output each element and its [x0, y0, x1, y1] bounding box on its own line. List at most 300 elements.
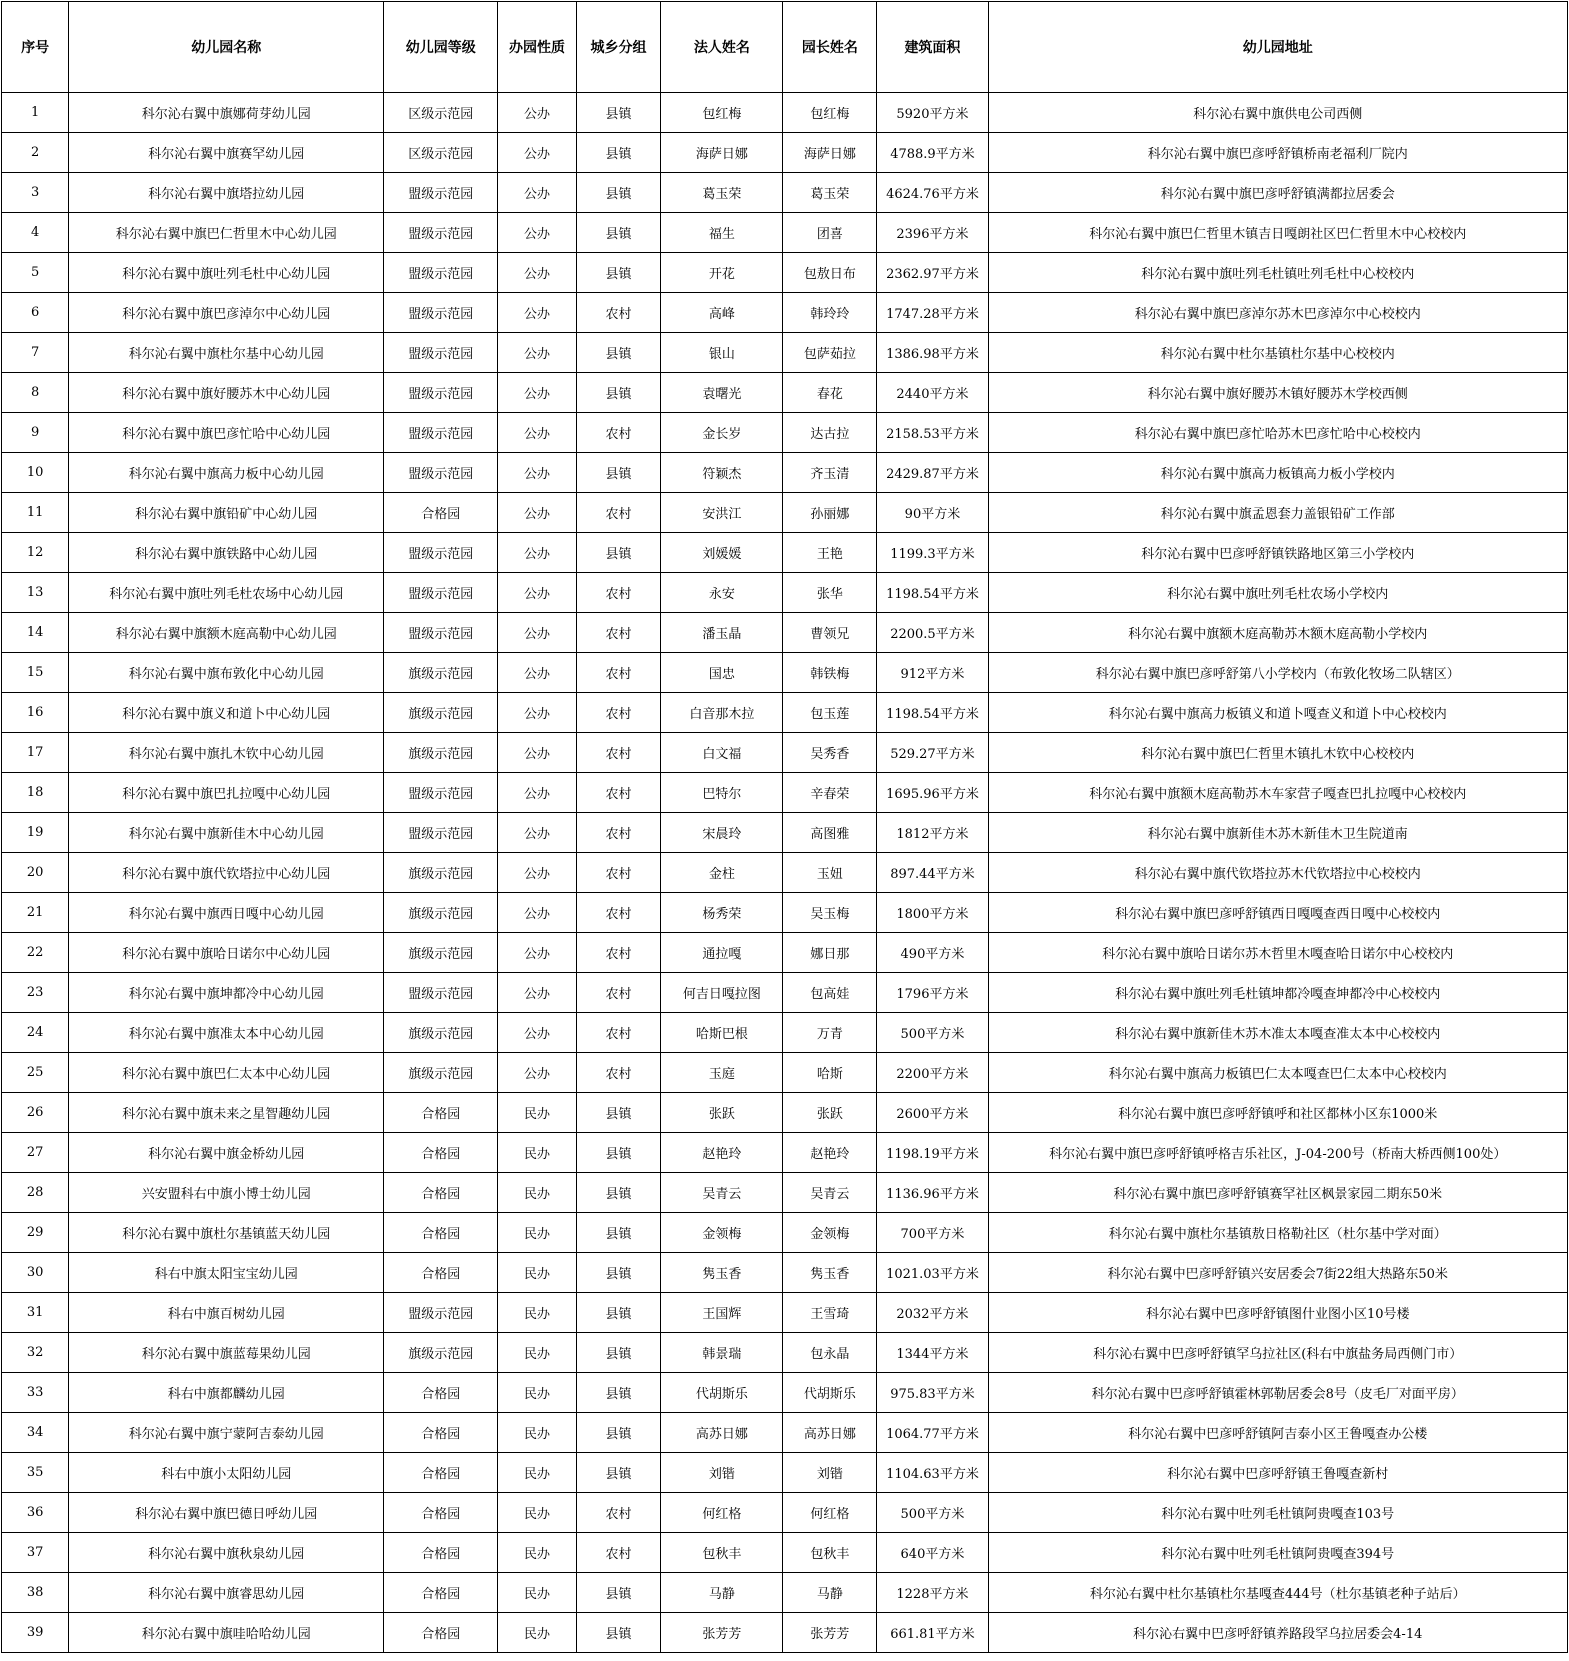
table-row	[2, 253, 1568, 293]
cell-group: 农村	[576, 613, 661, 653]
cell-area: 2200.5平方米	[877, 613, 988, 653]
cell-level: 合格园	[384, 1573, 498, 1613]
cell-area: 1198.54平方米	[877, 573, 988, 613]
cell-principal: 金领梅	[783, 1213, 877, 1253]
cell-address: 科尔沁右翼中巴彦呼舒镇阿吉泰小区王鲁嘎查办公楼	[988, 1413, 1567, 1453]
cell-address: 科尔沁右翼中旗吐列毛杜农场小学校内	[988, 573, 1567, 613]
cell-group: 农村	[576, 293, 661, 333]
cell-area: 1344平方米	[877, 1333, 988, 1373]
cell-level: 盟级示范园	[384, 1293, 498, 1333]
cell-index: 23	[2, 973, 69, 1013]
cell-area: 1800平方米	[877, 893, 988, 933]
cell-group: 县镇	[576, 453, 661, 493]
table-row	[2, 613, 1568, 653]
cell-principal: 达古拉	[783, 413, 877, 453]
cell-area: 2032平方米	[877, 1293, 988, 1333]
table-row	[2, 293, 1568, 333]
cell-group: 县镇	[576, 1093, 661, 1133]
cell-index: 2	[2, 133, 69, 173]
cell-principal: 张芳芳	[783, 1613, 877, 1653]
cell-nature: 公办	[498, 933, 576, 973]
cell-area: 1812平方米	[877, 813, 988, 853]
cell-group: 农村	[576, 413, 661, 453]
cell-principal: 高图雅	[783, 813, 877, 853]
cell-level: 旗级示范园	[384, 1053, 498, 1093]
cell-legal: 金柱	[661, 853, 783, 893]
cell-level: 区级示范园	[384, 133, 498, 173]
cell-level: 盟级示范园	[384, 573, 498, 613]
cell-group: 农村	[576, 973, 661, 1013]
cell-principal: 包秋丰	[783, 1533, 877, 1573]
table-row	[2, 1613, 1568, 1653]
cell-name: 科尔沁右翼中旗巴德日呼幼儿园	[69, 1493, 384, 1533]
cell-level: 盟级示范园	[384, 533, 498, 573]
cell-address: 科尔沁右翼中旗额木庭高勒苏木车家营子嘎查巴扎拉嘎中心校校内	[988, 773, 1567, 813]
cell-level: 盟级示范园	[384, 293, 498, 333]
cell-name: 科尔沁右翼中旗宁蒙阿吉泰幼儿园	[69, 1413, 384, 1453]
cell-index: 33	[2, 1373, 69, 1413]
cell-principal: 包高娃	[783, 973, 877, 1013]
cell-principal: 包敖日布	[783, 253, 877, 293]
cell-index: 5	[2, 253, 69, 293]
table-row	[2, 493, 1568, 533]
cell-index: 24	[2, 1013, 69, 1053]
cell-group: 县镇	[576, 93, 661, 133]
cell-legal: 白文福	[661, 733, 783, 773]
table-row	[2, 1413, 1568, 1453]
cell-nature: 公办	[498, 333, 576, 373]
cell-level: 盟级示范园	[384, 973, 498, 1013]
cell-principal: 包萨茹拉	[783, 333, 877, 373]
cell-area: 2429.87平方米	[877, 453, 988, 493]
cell-address: 科尔沁右翼中巴彦呼舒镇兴安居委会7街22组大热路东50米	[988, 1253, 1567, 1293]
cell-nature: 民办	[498, 1533, 576, 1573]
cell-level: 盟级示范园	[384, 333, 498, 373]
cell-address: 科尔沁右翼中巴彦呼舒镇罕乌拉社区(科右中旗盐务局西侧门市）	[988, 1333, 1567, 1373]
table-row	[2, 693, 1568, 733]
cell-name: 科尔沁右翼中旗巴仁哲里木中心幼儿园	[69, 213, 384, 253]
cell-address: 科尔沁右翼中旗吐列毛杜镇坤都冷嘎查坤都冷中心校校内	[988, 973, 1567, 1013]
cell-level: 旗级示范园	[384, 1013, 498, 1053]
cell-legal: 张芳芳	[661, 1613, 783, 1653]
cell-address: 科尔沁右翼中旗供电公司西侧	[988, 93, 1567, 133]
cell-legal: 巴特尔	[661, 773, 783, 813]
cell-area: 4788.9平方米	[877, 133, 988, 173]
cell-legal: 韩景瑞	[661, 1333, 783, 1373]
cell-principal: 万青	[783, 1013, 877, 1053]
cell-area: 1796平方米	[877, 973, 988, 1013]
cell-legal: 海萨日娜	[661, 133, 783, 173]
cell-nature: 公办	[498, 93, 576, 133]
cell-index: 27	[2, 1133, 69, 1173]
cell-nature: 公办	[498, 693, 576, 733]
cell-group: 县镇	[576, 373, 661, 413]
cell-area: 500平方米	[877, 1013, 988, 1053]
table-row	[2, 1053, 1568, 1093]
cell-group: 农村	[576, 1533, 661, 1573]
cell-group: 农村	[576, 933, 661, 973]
cell-group: 县镇	[576, 213, 661, 253]
cell-index: 12	[2, 533, 69, 573]
cell-legal: 刘锴	[661, 1453, 783, 1493]
cell-level: 盟级示范园	[384, 173, 498, 213]
cell-nature: 公办	[498, 413, 576, 453]
table-row	[2, 1533, 1568, 1573]
cell-area: 500平方米	[877, 1493, 988, 1533]
table-row	[2, 213, 1568, 253]
cell-nature: 民办	[498, 1133, 576, 1173]
cell-principal: 吴玉梅	[783, 893, 877, 933]
cell-index: 34	[2, 1413, 69, 1453]
cell-name: 科尔沁右翼中旗巴仁太本中心幼儿园	[69, 1053, 384, 1093]
cell-area: 1695.96平方米	[877, 773, 988, 813]
cell-nature: 公办	[498, 893, 576, 933]
cell-group: 县镇	[576, 1373, 661, 1413]
cell-address: 科尔沁右翼中巴彦呼舒镇养路段罕乌拉居委会4-14	[988, 1613, 1567, 1653]
cell-principal: 赵艳玲	[783, 1133, 877, 1173]
cell-address: 科尔沁右翼中吐列毛杜镇阿贵嘎查103号	[988, 1493, 1567, 1533]
cell-name: 科尔沁右翼中旗巴彦忙哈中心幼儿园	[69, 413, 384, 453]
cell-area: 640平方米	[877, 1533, 988, 1573]
cell-address: 科尔沁右翼中旗新佳木苏木准太本嘎查准太本中心校校内	[988, 1013, 1567, 1053]
table-row	[2, 373, 1568, 413]
cell-level: 区级示范园	[384, 93, 498, 133]
cell-address: 科尔沁右翼中旗高力板镇巴仁太本嘎查巴仁太本中心校校内	[988, 1053, 1567, 1093]
cell-nature: 公办	[498, 133, 576, 173]
cell-address: 科尔沁右翼中旗孟恩套力盖银铅矿工作部	[988, 493, 1567, 533]
cell-address: 科尔沁右翼中旗好腰苏木镇好腰苏木学校西侧	[988, 373, 1567, 413]
cell-nature: 公办	[498, 853, 576, 893]
cell-level: 旗级示范园	[384, 653, 498, 693]
cell-address: 科尔沁右翼中旗高力板镇高力板小学校内	[988, 453, 1567, 493]
cell-area: 1228平方米	[877, 1573, 988, 1613]
table-row	[2, 93, 1568, 133]
cell-level: 盟级示范园	[384, 453, 498, 493]
cell-legal: 金长岁	[661, 413, 783, 453]
table-body	[2, 93, 1568, 1653]
cell-nature: 公办	[498, 293, 576, 333]
cell-level: 旗级示范园	[384, 1333, 498, 1373]
cell-group: 县镇	[576, 533, 661, 573]
cell-index: 36	[2, 1493, 69, 1533]
cell-nature: 公办	[498, 493, 576, 533]
cell-nature: 民办	[498, 1293, 576, 1333]
cell-principal: 王雪琦	[783, 1293, 877, 1333]
cell-area: 2440平方米	[877, 373, 988, 413]
cell-legal: 张跃	[661, 1093, 783, 1133]
cell-name: 科尔沁右翼中旗义和道卜中心幼儿园	[69, 693, 384, 733]
cell-legal: 开花	[661, 253, 783, 293]
cell-level: 盟级示范园	[384, 773, 498, 813]
cell-level: 盟级示范园	[384, 813, 498, 853]
cell-principal: 吴青云	[783, 1173, 877, 1213]
table-row	[2, 653, 1568, 693]
cell-index: 14	[2, 613, 69, 653]
table-row	[2, 333, 1568, 373]
cell-index: 25	[2, 1053, 69, 1093]
cell-name: 科右中旗小太阳幼儿园	[69, 1453, 384, 1493]
cell-index: 1	[2, 93, 69, 133]
cell-name: 科尔沁右翼中旗西日嘎中心幼儿园	[69, 893, 384, 933]
cell-index: 30	[2, 1253, 69, 1293]
cell-level: 合格园	[384, 1493, 498, 1533]
cell-index: 10	[2, 453, 69, 493]
cell-principal: 包红梅	[783, 93, 877, 133]
cell-principal: 马静	[783, 1573, 877, 1613]
cell-nature: 民办	[498, 1173, 576, 1213]
cell-area: 897.44平方米	[877, 853, 988, 893]
cell-index: 9	[2, 413, 69, 453]
cell-address: 科尔沁右翼中旗巴仁哲里木镇吉日嘎朗社区巴仁哲里木中心校校内	[988, 213, 1567, 253]
cell-group: 农村	[576, 693, 661, 733]
cell-area: 1021.03平方米	[877, 1253, 988, 1293]
cell-group: 农村	[576, 853, 661, 893]
cell-address: 科尔沁右翼中旗杜尔基镇敖日格勒社区（杜尔基中学对面）	[988, 1213, 1567, 1253]
cell-area: 1386.98平方米	[877, 333, 988, 373]
cell-principal: 代胡斯乐	[783, 1373, 877, 1413]
cell-name: 科尔沁右翼中旗睿思幼儿园	[69, 1573, 384, 1613]
cell-legal: 吴青云	[661, 1173, 783, 1213]
cell-group: 县镇	[576, 1333, 661, 1373]
header-group: 城乡分组	[576, 2, 661, 93]
cell-group: 县镇	[576, 173, 661, 213]
cell-index: 21	[2, 893, 69, 933]
cell-group: 农村	[576, 813, 661, 853]
cell-nature: 公办	[498, 453, 576, 493]
cell-address: 科尔沁右翼中巴彦呼舒镇图什业图小区10号楼	[988, 1293, 1567, 1333]
table-row	[2, 1293, 1568, 1333]
cell-index: 29	[2, 1213, 69, 1253]
cell-nature: 民办	[498, 1373, 576, 1413]
cell-legal: 符颖杰	[661, 453, 783, 493]
cell-legal: 玉庭	[661, 1053, 783, 1093]
cell-group: 县镇	[576, 1253, 661, 1293]
cell-legal: 袁曙光	[661, 373, 783, 413]
cell-name: 科尔沁右翼中旗秋泉幼儿园	[69, 1533, 384, 1573]
cell-nature: 公办	[498, 213, 576, 253]
cell-group: 农村	[576, 573, 661, 613]
table-row	[2, 1453, 1568, 1493]
cell-group: 县镇	[576, 1213, 661, 1253]
cell-nature: 民办	[498, 1453, 576, 1493]
cell-address: 科尔沁右翼中旗巴彦呼舒镇桥南老福利厂院内	[988, 133, 1567, 173]
cell-index: 16	[2, 693, 69, 733]
cell-level: 旗级示范园	[384, 733, 498, 773]
header-legal: 法人姓名	[661, 2, 783, 93]
cell-name: 科尔沁右翼中旗巴彦淖尔中心幼儿园	[69, 293, 384, 333]
cell-name: 科尔沁右翼中旗铁路中心幼儿园	[69, 533, 384, 573]
cell-area: 2362.97平方米	[877, 253, 988, 293]
cell-address: 科尔沁右翼中巴彦呼舒镇铁路地区第三小学校内	[988, 533, 1567, 573]
table-row	[2, 133, 1568, 173]
table-row	[2, 1493, 1568, 1533]
table-row	[2, 853, 1568, 893]
cell-principal: 辛春荣	[783, 773, 877, 813]
cell-area: 975.83平方米	[877, 1373, 988, 1413]
cell-group: 县镇	[576, 1453, 661, 1493]
cell-name: 兴安盟科右中旗小博士幼儿园	[69, 1173, 384, 1213]
cell-address: 科尔沁右翼中旗高力板镇义和道卜嘎查义和道卜中心校校内	[988, 693, 1567, 733]
cell-level: 合格园	[384, 1533, 498, 1573]
cell-area: 661.81平方米	[877, 1613, 988, 1653]
cell-legal: 高峰	[661, 293, 783, 333]
cell-legal: 福生	[661, 213, 783, 253]
cell-nature: 民办	[498, 1093, 576, 1133]
cell-index: 11	[2, 493, 69, 533]
cell-nature: 公办	[498, 1013, 576, 1053]
table-row	[2, 1173, 1568, 1213]
table-row	[2, 1093, 1568, 1133]
cell-legal: 哈斯巴根	[661, 1013, 783, 1053]
cell-principal: 包玉莲	[783, 693, 877, 733]
cell-legal: 永安	[661, 573, 783, 613]
cell-name: 科尔沁右翼中旗吐列毛杜农场中心幼儿园	[69, 573, 384, 613]
cell-principal: 高苏日娜	[783, 1413, 877, 1453]
cell-nature: 公办	[498, 253, 576, 293]
cell-name: 科尔沁右翼中旗布敦化中心幼儿园	[69, 653, 384, 693]
cell-nature: 公办	[498, 973, 576, 1013]
cell-index: 37	[2, 1533, 69, 1573]
cell-level: 合格园	[384, 1133, 498, 1173]
cell-name: 科尔沁右翼中旗哇哈哈幼儿园	[69, 1613, 384, 1653]
cell-group: 农村	[576, 1053, 661, 1093]
cell-area: 1198.54平方米	[877, 693, 988, 733]
cell-area: 1136.96平方米	[877, 1173, 988, 1213]
cell-nature: 公办	[498, 573, 576, 613]
cell-legal: 何吉日嘎拉图	[661, 973, 783, 1013]
cell-legal: 马静	[661, 1573, 783, 1613]
cell-nature: 民办	[498, 1573, 576, 1613]
cell-group: 农村	[576, 893, 661, 933]
cell-index: 4	[2, 213, 69, 253]
cell-nature: 民办	[498, 1413, 576, 1453]
cell-level: 合格园	[384, 493, 498, 533]
cell-group: 县镇	[576, 1293, 661, 1333]
cell-index: 7	[2, 333, 69, 373]
cell-group: 县镇	[576, 1413, 661, 1453]
cell-level: 合格园	[384, 1213, 498, 1253]
cell-address: 科尔沁右翼中吐列毛杜镇阿贵嘎查394号	[988, 1533, 1567, 1573]
cell-legal: 代胡斯乐	[661, 1373, 783, 1413]
cell-address: 科尔沁右翼中旗额木庭高勒苏木额木庭高勒小学校内	[988, 613, 1567, 653]
cell-area: 912平方米	[877, 653, 988, 693]
cell-principal: 包永晶	[783, 1333, 877, 1373]
cell-nature: 公办	[498, 613, 576, 653]
cell-principal: 孙丽娜	[783, 493, 877, 533]
cell-legal: 杨秀荣	[661, 893, 783, 933]
table-row	[2, 773, 1568, 813]
table-row	[2, 1253, 1568, 1293]
cell-address: 科尔沁右翼中巴彦呼舒镇王鲁嘎查新村	[988, 1453, 1567, 1493]
cell-name: 科右中旗太阳宝宝幼儿园	[69, 1253, 384, 1293]
header-index: 序号	[2, 2, 69, 93]
cell-group: 县镇	[576, 1613, 661, 1653]
table-row	[2, 173, 1568, 213]
cell-index: 28	[2, 1173, 69, 1213]
cell-address: 科尔沁右翼中巴彦呼舒镇霍林郭勒居委会8号（皮毛厂对面平房）	[988, 1373, 1567, 1413]
cell-area: 490平方米	[877, 933, 988, 973]
cell-legal: 刘媛媛	[661, 533, 783, 573]
cell-legal: 宋晨玲	[661, 813, 783, 853]
cell-area: 1747.28平方米	[877, 293, 988, 333]
cell-nature: 民办	[498, 1493, 576, 1533]
cell-principal: 海萨日娜	[783, 133, 877, 173]
cell-nature: 公办	[498, 373, 576, 413]
table-row	[2, 813, 1568, 853]
cell-principal: 娜日那	[783, 933, 877, 973]
cell-legal: 隽玉香	[661, 1253, 783, 1293]
cell-principal: 王艳	[783, 533, 877, 573]
table-row	[2, 1333, 1568, 1373]
cell-principal: 韩玲玲	[783, 293, 877, 333]
table-row	[2, 1213, 1568, 1253]
cell-principal: 刘锴	[783, 1453, 877, 1493]
header-address: 幼儿园地址	[988, 2, 1567, 93]
cell-index: 17	[2, 733, 69, 773]
cell-index: 13	[2, 573, 69, 613]
cell-index: 38	[2, 1573, 69, 1613]
table-row	[2, 933, 1568, 973]
cell-nature: 公办	[498, 813, 576, 853]
cell-group: 农村	[576, 733, 661, 773]
header-nature: 办园性质	[498, 2, 576, 93]
table-row	[2, 413, 1568, 453]
cell-principal: 张华	[783, 573, 877, 613]
cell-name: 科尔沁右翼中旗准太本中心幼儿园	[69, 1013, 384, 1053]
cell-nature: 公办	[498, 733, 576, 773]
cell-name: 科尔沁右翼中旗杜尔基中心幼儿园	[69, 333, 384, 373]
cell-address: 科尔沁右翼中旗巴彦忙哈苏木巴彦忙哈中心校校内	[988, 413, 1567, 453]
cell-nature: 公办	[498, 173, 576, 213]
cell-nature: 公办	[498, 1053, 576, 1093]
cell-principal: 团喜	[783, 213, 877, 253]
cell-principal: 韩铁梅	[783, 653, 877, 693]
cell-index: 32	[2, 1333, 69, 1373]
cell-group: 农村	[576, 1013, 661, 1053]
cell-address: 科尔沁右翼中旗巴仁哲里木镇扎木钦中心校校内	[988, 733, 1567, 773]
cell-name: 科尔沁右翼中旗好腰苏木中心幼儿园	[69, 373, 384, 413]
cell-name: 科尔沁右翼中旗巴扎拉嘎中心幼儿园	[69, 773, 384, 813]
cell-level: 盟级示范园	[384, 253, 498, 293]
cell-index: 39	[2, 1613, 69, 1653]
cell-nature: 公办	[498, 533, 576, 573]
cell-address: 科尔沁右翼中旗哈日诺尔苏木哲里木嘎查哈日诺尔中心校校内	[988, 933, 1567, 973]
cell-name: 科右中旗都麟幼儿园	[69, 1373, 384, 1413]
cell-address: 科尔沁右翼中旗吐列毛杜镇吐列毛杜中心校校内	[988, 253, 1567, 293]
cell-index: 35	[2, 1453, 69, 1493]
cell-level: 合格园	[384, 1413, 498, 1453]
table-row	[2, 1573, 1568, 1613]
cell-area: 5920平方米	[877, 93, 988, 133]
cell-address: 科尔沁右翼中杜尔基镇杜尔基中心校校内	[988, 333, 1567, 373]
cell-principal: 张跃	[783, 1093, 877, 1133]
cell-area: 2158.53平方米	[877, 413, 988, 453]
cell-nature: 民办	[498, 1213, 576, 1253]
cell-level: 旗级示范园	[384, 853, 498, 893]
cell-name: 科尔沁右翼中旗金桥幼儿园	[69, 1133, 384, 1173]
cell-name: 科尔沁右翼中旗未来之星智趣幼儿园	[69, 1093, 384, 1133]
cell-legal: 王国辉	[661, 1293, 783, 1333]
cell-address: 科尔沁右翼中杜尔基镇杜尔基嘎查444号（杜尔基镇老种子站后）	[988, 1573, 1567, 1613]
table-row	[2, 973, 1568, 1013]
cell-group: 县镇	[576, 1173, 661, 1213]
cell-address: 科尔沁右翼中旗代钦塔拉苏木代钦塔拉中心校校内	[988, 853, 1567, 893]
table-header	[2, 2, 1568, 93]
cell-group: 农村	[576, 493, 661, 533]
cell-area: 1064.77平方米	[877, 1413, 988, 1453]
cell-level: 盟级示范园	[384, 373, 498, 413]
cell-name: 科尔沁右翼中旗额木庭高勒中心幼儿园	[69, 613, 384, 653]
